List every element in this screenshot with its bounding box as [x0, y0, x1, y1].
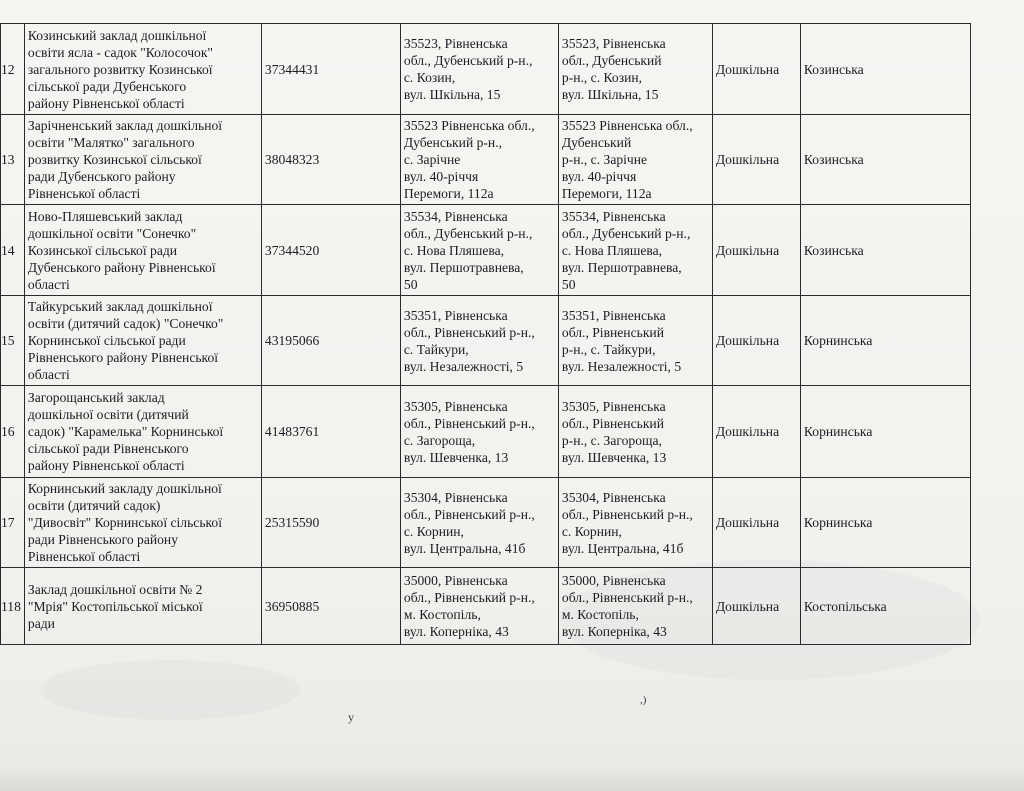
institution-name-line: сільської ради Рівненського	[27, 441, 189, 456]
institutions-table	[0, 23, 971, 645]
institution-name-line: Рівненської області	[27, 186, 141, 201]
row-number-cell	[1, 568, 25, 645]
community-cell	[800, 386, 970, 478]
actual-address-line: р-н., с. Зарічне	[561, 152, 648, 167]
institution-name-line: області	[27, 367, 70, 382]
legal-address-line: 35523 Рівненська обл.,	[403, 118, 535, 133]
institution-name-line: освіти (дитячий садок)	[27, 498, 161, 513]
legal-address-line: обл., Дубенський р-н.,	[403, 225, 533, 241]
actual-address-line: 35305, Рівненська	[561, 398, 666, 414]
actual-address-line: 35304, Рівненська	[561, 489, 666, 505]
institution-type: Дошкільна	[715, 242, 780, 258]
legal-address-line: вул. Коперніка, 43	[403, 624, 509, 639]
row-number: 14	[1, 242, 15, 258]
actual-address-line: вул. Коперніка, 43	[561, 624, 667, 639]
actual-address-cell	[558, 478, 712, 568]
edrpou-code: 37344520	[264, 242, 320, 258]
institution-name-line: ради	[27, 615, 55, 631]
legal-address-line: вул. Незалежності, 5	[403, 358, 524, 374]
legal-address-line: вул. Першотравнева,	[403, 259, 524, 275]
edrpou-code-cell	[261, 478, 400, 568]
actual-address-line: Перемоги, 112а	[561, 186, 652, 201]
legal-address-line: обл., Рівненський р-н.,	[403, 590, 535, 605]
row-number: 12	[1, 61, 15, 77]
actual-address-line: 35523, Рівненська	[561, 36, 666, 51]
legal-address-cell	[400, 115, 558, 205]
institution-name-line: Козинської сільської ради	[27, 242, 178, 258]
legal-address-line: 35304, Рівненська	[403, 489, 508, 505]
row-number: 15	[1, 333, 15, 348]
institution-name-line: освіти ясла - садок "Колосочок"	[27, 44, 213, 60]
institution-name-cell	[24, 296, 261, 386]
legal-address-line: вул. 40-річчя	[403, 169, 479, 184]
table-row	[1, 115, 971, 205]
table-row	[1, 386, 971, 478]
institution-name-line: Дубенського району Рівненської	[27, 259, 216, 275]
legal-address-cell	[400, 568, 558, 645]
legal-address-line: Дубенський р-н.,	[403, 135, 503, 150]
actual-address-cell	[558, 205, 712, 296]
institution-name-line: дошкільної освіти "Сонечко"	[27, 225, 197, 241]
actual-address-line: р-н., с. Козин,	[561, 70, 643, 85]
scan-edge-shadow	[0, 765, 1024, 791]
community-name: Корнинська	[803, 515, 873, 530]
edrpou-code: 25315590	[264, 515, 320, 530]
edrpou-code-cell	[261, 568, 400, 645]
legal-address-line: с. Козин,	[403, 70, 456, 85]
row-number-cell	[1, 205, 25, 296]
edrpou-code: 41483761	[264, 424, 320, 439]
actual-address-cell	[558, 24, 712, 115]
community-cell	[800, 24, 970, 115]
community-name: Козинська	[803, 61, 864, 77]
margin-mark-1: у	[348, 710, 354, 724]
legal-address-line: 35534, Рівненська	[403, 208, 508, 224]
institution-name-line: дошкільної освіти (дитячий	[27, 407, 189, 422]
legal-address-line: 35000, Рівненська	[403, 573, 508, 588]
legal-address-line: обл., Рівненський р-н.,	[403, 506, 535, 522]
actual-address-line: обл., Рівненський	[561, 324, 664, 340]
legal-address-cell	[400, 478, 558, 568]
actual-address-cell	[558, 386, 712, 478]
institution-name-cell	[24, 568, 261, 645]
legal-address-line: 35523, Рівненська	[403, 36, 508, 51]
institution-type-cell	[712, 568, 800, 645]
actual-address-line: вул. Центральна, 41б	[561, 540, 684, 556]
institution-name-line: ради Рівненського району	[27, 532, 178, 547]
row-number-cell	[1, 296, 25, 386]
institution-name-cell	[24, 24, 261, 115]
institution-name-line: ради Дубенського району	[27, 169, 176, 184]
table-row	[1, 296, 971, 386]
edrpou-code-cell	[261, 386, 400, 478]
legal-address-line: 50	[403, 276, 418, 292]
legal-address-line: 35305, Рівненська	[403, 398, 508, 414]
community-name: Козинська	[803, 152, 864, 167]
edrpou-code: 38048323	[264, 152, 320, 167]
institution-type-cell	[712, 205, 800, 296]
actual-address-line: 35534, Рівненська	[561, 208, 666, 224]
institution-name-line: Козинський заклад дошкільної	[27, 27, 207, 43]
institution-name-line: Зарічненський заклад дошкільної	[27, 118, 223, 133]
actual-address-line: с. Нова Пляшева,	[561, 242, 663, 258]
institution-name-line: Рівненського району Рівненської	[27, 350, 219, 365]
legal-address-line: вул. Центральна, 41б	[403, 540, 526, 556]
institution-name-cell	[24, 478, 261, 568]
edrpou-code-cell	[261, 24, 400, 115]
actual-address-line: вул. Шкільна, 15	[561, 87, 659, 102]
table-row	[1, 205, 971, 296]
institution-name-line: освіти (дитячий садок) "Сонечко"	[27, 316, 224, 331]
community-cell	[800, 568, 970, 645]
edrpou-code-cell	[261, 205, 400, 296]
edrpou-code: 43195066	[264, 333, 320, 348]
actual-address-cell	[558, 568, 712, 645]
edrpou-code-cell	[261, 296, 400, 386]
actual-address-line: вул. Шевченка, 13	[561, 449, 667, 465]
actual-address-line: обл., Дубенський	[561, 53, 662, 68]
legal-address-line: с. Зарічне	[403, 152, 461, 167]
legal-address-line: обл., Дубенський р-н.,	[403, 53, 533, 68]
table-row	[1, 24, 971, 115]
institution-type: Дошкільна	[715, 333, 780, 348]
community-name: Корнинська	[803, 424, 873, 439]
legal-address-line: с. Тайкури,	[403, 341, 469, 357]
row-number: 16	[1, 424, 15, 439]
actual-address-line: 50	[561, 276, 576, 292]
community-cell	[800, 115, 970, 205]
institution-type: Дошкільна	[715, 61, 780, 77]
community-name: Костопільська	[803, 598, 887, 614]
row-number: 13	[1, 152, 15, 167]
institution-name-line: садок) "Карамелька" Корнинської	[27, 424, 224, 439]
table-body	[1, 24, 971, 645]
actual-address-line: вул. Першотравнева,	[561, 259, 682, 275]
actual-address-line: 35351, Рівненська	[561, 307, 666, 323]
actual-address-line: м. Костопіль,	[561, 607, 639, 622]
actual-address-line: 35523 Рівненська обл.,	[561, 118, 693, 133]
actual-address-line: р-н., с. Тайкури,	[561, 341, 656, 357]
legal-address-line: Перемоги, 112а	[403, 186, 494, 201]
community-cell	[800, 205, 970, 296]
legal-address-line: с. Корнин,	[403, 523, 464, 539]
institution-name-line: Ново-Пляшевський заклад	[27, 208, 183, 224]
institution-name-line: освіти "Малятко" загального	[27, 135, 195, 150]
institution-type-cell	[712, 386, 800, 478]
row-number-cell	[1, 24, 25, 115]
actual-address-line: вул. Незалежності, 5	[561, 358, 682, 374]
legal-address-line: с. Загороща,	[403, 432, 476, 448]
institution-name-line: Корнинської сільської ради	[27, 333, 186, 348]
legal-address-cell	[400, 386, 558, 478]
edrpou-code-cell	[261, 115, 400, 205]
institution-name-line: району Рівненської області	[27, 95, 185, 111]
legal-address-line: с. Нова Пляшева,	[403, 242, 505, 258]
institution-name-line: "Мрія" Костопільської міської	[27, 598, 203, 614]
institution-type-cell	[712, 478, 800, 568]
community-name: Корнинська	[803, 333, 873, 348]
institution-type: Дошкільна	[715, 424, 780, 439]
row-number: 118	[1, 598, 21, 614]
community-cell	[800, 296, 970, 386]
institution-type: Дошкільна	[715, 152, 780, 167]
institution-name-line: району Рівненської області	[27, 458, 185, 473]
community-name: Козинська	[803, 242, 864, 258]
legal-address-line: вул. Шевченка, 13	[403, 449, 509, 465]
table-row	[1, 568, 971, 645]
community-cell	[800, 478, 970, 568]
actual-address-line: с. Корнин,	[561, 523, 622, 539]
legal-address-cell	[400, 24, 558, 115]
actual-address-line: р-н., с. Загороща,	[561, 432, 662, 448]
institution-type: Дошкільна	[715, 598, 780, 614]
institution-name-line: Рівненської області	[27, 549, 141, 564]
institution-name-line: сільської ради Дубенського	[27, 78, 187, 94]
institution-name-line: загального розвитку Козинської	[27, 61, 213, 77]
institution-type: Дошкільна	[715, 515, 780, 530]
table-row	[1, 478, 971, 568]
row-number-cell	[1, 478, 25, 568]
row-number-cell	[1, 115, 25, 205]
legal-address-line: м. Костопіль,	[403, 607, 481, 622]
institution-name-cell	[24, 386, 261, 478]
edrpou-code: 37344431	[264, 61, 320, 77]
actual-address-line: обл., Рівненський	[561, 415, 664, 431]
legal-address-line: обл., Рівненський р-н.,	[403, 324, 535, 340]
legal-address-cell	[400, 205, 558, 296]
legal-address-line: обл., Рівненський р-н.,	[403, 415, 535, 431]
bleed-through-stain	[40, 660, 300, 720]
actual-address-line: обл., Рівненський р-н.,	[561, 506, 693, 522]
institution-name-line: Корнинський закладу дошкільної	[27, 481, 222, 496]
row-number: 17	[1, 515, 15, 530]
institution-name-line: "Дивосвіт" Корнинської сільської	[27, 515, 223, 530]
edrpou-code: 36950885	[264, 598, 320, 614]
actual-address-line: вул. 40-річчя	[561, 169, 637, 184]
institution-type-cell	[712, 115, 800, 205]
actual-address-line: 35000, Рівненська	[561, 573, 666, 588]
institution-name-cell	[24, 115, 261, 205]
institution-type-cell	[712, 296, 800, 386]
institution-name-line: Загорощанський заклад	[27, 390, 165, 405]
institution-name-line: області	[27, 276, 70, 292]
institution-type-cell	[712, 24, 800, 115]
margin-mark-2: ,)	[640, 694, 647, 706]
legal-address-line: 35351, Рівненська	[403, 307, 508, 323]
institution-name-line: Заклад дошкільної освіти № 2	[27, 581, 203, 597]
row-number-cell	[1, 386, 25, 478]
actual-address-line: обл., Дубенський р-н.,	[561, 225, 691, 241]
actual-address-line: Дубенський	[561, 135, 632, 150]
actual-address-line: обл., Рівненський р-н.,	[561, 590, 693, 605]
institution-name-line: розвитку Козинської сільської	[27, 152, 202, 167]
actual-address-cell	[558, 296, 712, 386]
institution-name-line: Тайкурський заклад дошкільної	[27, 299, 213, 314]
institution-name-cell	[24, 205, 261, 296]
legal-address-line: вул. Шкільна, 15	[403, 87, 501, 102]
legal-address-cell	[400, 296, 558, 386]
actual-address-cell	[558, 115, 712, 205]
